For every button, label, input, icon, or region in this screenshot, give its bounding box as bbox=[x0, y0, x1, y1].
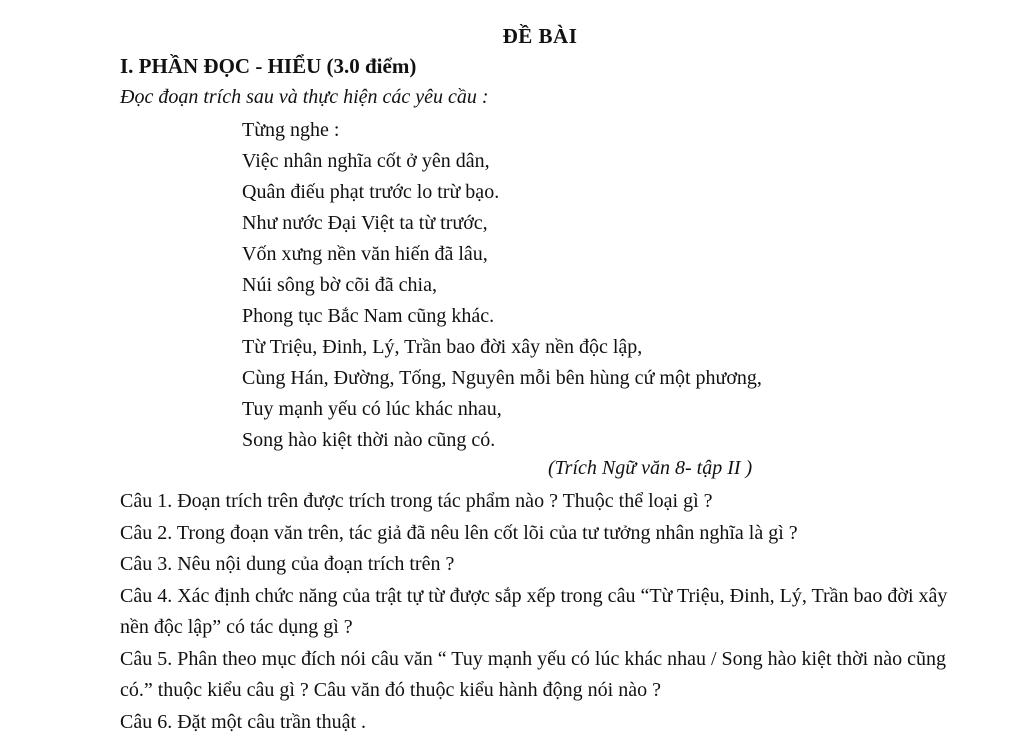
poem-line: Núi sông bờ cõi đã chia, bbox=[242, 274, 437, 296]
poem-line: Phong tục Bắc Nam cũng khác. bbox=[242, 305, 495, 327]
poem-line: Như nước Đại Việt ta từ trước, bbox=[242, 212, 488, 234]
instruction-text: Đọc đoạn trích sau và thực hiện các yêu cầu : bbox=[120, 86, 489, 108]
question-list bbox=[120, 486, 950, 738]
poem-line: Cùng Hán, Đường, Tống, Nguyên mỗi bên hùng cứ một phương, bbox=[242, 367, 762, 389]
question-6: Câu 6. Đặt một câu trần thuật . bbox=[120, 710, 367, 733]
poem-line: Tuy mạnh yếu có lúc khác nhau, bbox=[242, 398, 502, 420]
poem-excerpt bbox=[242, 115, 762, 456]
poem-line: Việc nhân nghĩa cốt ở yên dân, bbox=[242, 150, 490, 172]
question-5: Câu 5. Phân theo mục đích nói câu văn “ Tuy mạnh yếu có lúc khác nhau / Song hào kiệt thời nào cũng có.” thuộc kiểu câu gì ? Câu văn đó thuộc kiểu hành động nói nào ? bbox=[120, 647, 946, 701]
question-3: Câu 3. Nêu nội dung của đoạn trích trên ? bbox=[120, 553, 455, 575]
section-heading: I. PHẦN ĐỌC - HIỂU (3.0 điểm) bbox=[120, 54, 417, 78]
poem-line: Quân điếu phạt trước lo trừ bạo. bbox=[242, 181, 500, 203]
poem-line: Song hào kiệt thời nào cũng có. bbox=[242, 429, 496, 451]
question-4: Câu 4. Xác định chức năng của trật tự từ được sắp xếp trong câu “Từ Triệu, Đinh, Lý, Trần bao đời xây nền độc lập” có tác dụng gì ? bbox=[120, 584, 948, 638]
source-citation: (Trích Ngữ văn 8- tập II ) bbox=[548, 457, 753, 479]
poem-line: Từng nghe : bbox=[242, 119, 340, 141]
poem-line: Từ Triệu, Đinh, Lý, Trần bao đời xây nền độc lập, bbox=[242, 336, 643, 358]
poem-line: Vốn xưng nền văn hiến đã lâu, bbox=[242, 243, 488, 265]
question-1: Câu 1. Đoạn trích trên được trích trong tác phẩm nào ? Thuộc thể loại gì ? bbox=[120, 490, 713, 512]
page-title: ĐỀ BÀI bbox=[502, 24, 578, 48]
question-2: Câu 2. Trong đoạn văn trên, tác giả đã nêu lên cốt lõi của tư tưởng nhân nghĩa là gì ? bbox=[120, 521, 798, 544]
